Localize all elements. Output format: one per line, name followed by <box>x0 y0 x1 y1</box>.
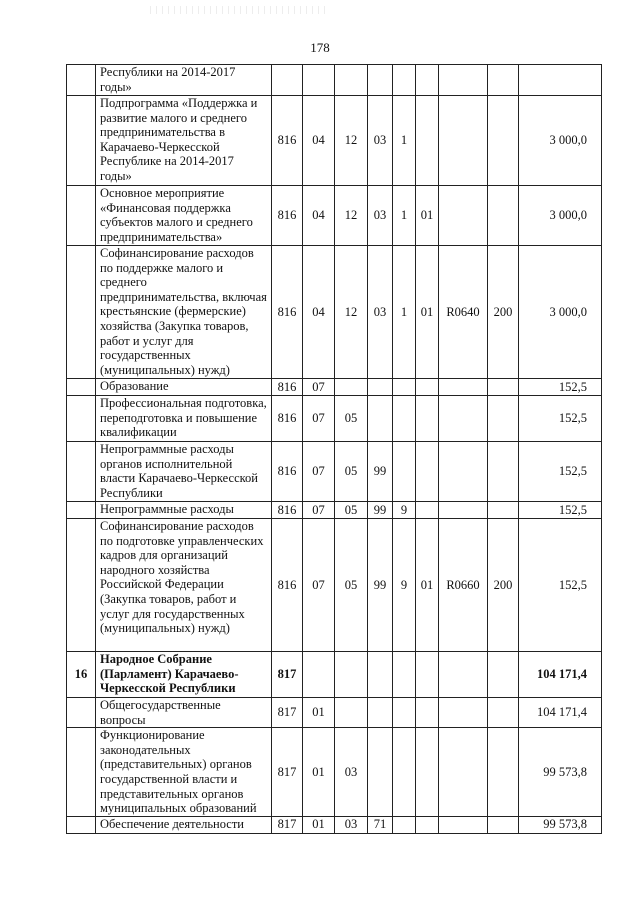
cell-section: 01 <box>303 698 335 728</box>
cell-section: 07 <box>303 379 335 396</box>
cell-expense-type <box>488 728 519 817</box>
cell-name: Народное Собрание (Парламент) Карачаево-Черкесской Республики <box>96 652 272 698</box>
cell-direction <box>439 698 488 728</box>
cell-subsection: 03 <box>335 816 368 833</box>
table-body <box>67 65 602 834</box>
cell-section: 07 <box>303 442 335 502</box>
cell-name: Софинансирование расходов по подготовке управленческих кадров для организаций народного хозяйства Российской Федерации (Закупка товаров, работ и услуг для государственных (муниципальных) нужд) <box>96 519 272 652</box>
cell-subprogram <box>393 65 416 96</box>
cell-amount: 104 171,4 <box>519 698 602 728</box>
cell-admin: 816 <box>272 246 303 379</box>
cell-expense-type <box>488 652 519 698</box>
cell-name: Общегосударственные вопросы <box>96 698 272 728</box>
cell-num <box>67 442 96 502</box>
cell-section: 04 <box>303 186 335 246</box>
table-row <box>67 186 602 246</box>
cell-name: Обеспечение деятельности <box>96 816 272 833</box>
cell-expense-type <box>488 186 519 246</box>
cell-num <box>67 379 96 396</box>
cell-section: 01 <box>303 816 335 833</box>
cell-program: 03 <box>368 246 393 379</box>
cell-subsection: 05 <box>335 519 368 652</box>
table-row <box>67 65 602 96</box>
table-row <box>67 396 602 442</box>
cell-num: 16 <box>67 652 96 698</box>
cell-event: 01 <box>416 246 439 379</box>
cell-direction <box>439 442 488 502</box>
cell-amount: 3 000,0 <box>519 96 602 186</box>
cell-expense-type: 200 <box>488 246 519 379</box>
cell-direction <box>439 379 488 396</box>
cell-subprogram <box>393 442 416 502</box>
cell-direction <box>439 96 488 186</box>
cell-num <box>67 396 96 442</box>
cell-subsection: 12 <box>335 96 368 186</box>
page-number: 178 <box>310 40 330 55</box>
cell-admin <box>272 65 303 96</box>
cell-num <box>67 65 96 96</box>
table-row <box>67 816 602 833</box>
cell-subsection: 12 <box>335 186 368 246</box>
cell-program <box>368 379 393 396</box>
cell-num <box>67 502 96 519</box>
cell-subprogram: 1 <box>393 96 416 186</box>
cell-direction <box>439 65 488 96</box>
cell-subprogram <box>393 816 416 833</box>
cell-name: Профессиональная подготовка, переподготовка и повышение квалификации <box>96 396 272 442</box>
scan-artifact <box>150 6 330 14</box>
cell-event <box>416 65 439 96</box>
cell-event <box>416 652 439 698</box>
cell-subsection <box>335 65 368 96</box>
cell-num <box>67 519 96 652</box>
cell-section: 01 <box>303 728 335 817</box>
cell-section: 07 <box>303 502 335 519</box>
cell-admin: 816 <box>272 379 303 396</box>
cell-name: Функционирование законодательных (представительных) органов государственной власти и представительных органов муниципальных образований <box>96 728 272 817</box>
cell-name: Непрограммные расходы органов исполнительной власти Карачаево-Черкесской Республики <box>96 442 272 502</box>
table-row <box>67 96 602 186</box>
cell-subsection: 05 <box>335 502 368 519</box>
cell-direction <box>439 652 488 698</box>
cell-subsection: 05 <box>335 442 368 502</box>
cell-expense-type <box>488 698 519 728</box>
cell-program <box>368 65 393 96</box>
cell-expense-type <box>488 442 519 502</box>
cell-program: 03 <box>368 96 393 186</box>
cell-program: 03 <box>368 186 393 246</box>
cell-admin: 817 <box>272 652 303 698</box>
cell-subsection <box>335 698 368 728</box>
cell-section: 04 <box>303 246 335 379</box>
cell-event <box>416 728 439 817</box>
cell-direction: R0660 <box>439 519 488 652</box>
cell-amount: 152,5 <box>519 396 602 442</box>
cell-num <box>67 698 96 728</box>
table-row <box>67 442 602 502</box>
cell-direction <box>439 728 488 817</box>
cell-subprogram <box>393 652 416 698</box>
cell-subprogram: 1 <box>393 186 416 246</box>
cell-subprogram <box>393 379 416 396</box>
table-row <box>67 698 602 728</box>
cell-program <box>368 698 393 728</box>
cell-program: 99 <box>368 519 393 652</box>
cell-subsection: 12 <box>335 246 368 379</box>
cell-direction <box>439 396 488 442</box>
cell-amount: 152,5 <box>519 502 602 519</box>
cell-program: 71 <box>368 816 393 833</box>
cell-admin: 816 <box>272 502 303 519</box>
cell-direction <box>439 502 488 519</box>
cell-subprogram: 9 <box>393 519 416 652</box>
cell-name: Образование <box>96 379 272 396</box>
cell-amount: 104 171,4 <box>519 652 602 698</box>
cell-subprogram <box>393 698 416 728</box>
cell-event <box>416 502 439 519</box>
cell-subsection <box>335 379 368 396</box>
cell-section <box>303 652 335 698</box>
cell-expense-type <box>488 65 519 96</box>
cell-admin: 816 <box>272 396 303 442</box>
cell-num <box>67 816 96 833</box>
cell-section: 07 <box>303 396 335 442</box>
cell-section <box>303 65 335 96</box>
cell-amount: 99 573,8 <box>519 728 602 817</box>
cell-name: Подпрограмма «Поддержка и развитие малого и среднего предпринимательства в Карачаево-Черкесской Республике на 2014-2017 годы» <box>96 96 272 186</box>
cell-direction: R0640 <box>439 246 488 379</box>
cell-amount <box>519 65 602 96</box>
cell-event: 01 <box>416 519 439 652</box>
cell-subsection <box>335 652 368 698</box>
cell-name: Основное мероприятие «Финансовая поддержка субъектов малого и среднего предпринимательства» <box>96 186 272 246</box>
cell-event <box>416 816 439 833</box>
cell-amount: 152,5 <box>519 442 602 502</box>
cell-expense-type <box>488 396 519 442</box>
cell-expense-type <box>488 379 519 396</box>
table-row <box>67 246 602 379</box>
cell-num <box>67 96 96 186</box>
cell-event <box>416 442 439 502</box>
cell-program <box>368 728 393 817</box>
cell-num <box>67 728 96 817</box>
table-row <box>67 502 602 519</box>
cell-admin: 816 <box>272 519 303 652</box>
cell-admin: 817 <box>272 816 303 833</box>
cell-name: Республики на 2014-2017 годы» <box>96 65 272 96</box>
cell-direction <box>439 816 488 833</box>
cell-event <box>416 396 439 442</box>
cell-event <box>416 379 439 396</box>
cell-event <box>416 96 439 186</box>
cell-event <box>416 698 439 728</box>
budget-table <box>66 64 602 834</box>
cell-program <box>368 396 393 442</box>
table-row <box>67 379 602 396</box>
cell-subprogram: 1 <box>393 246 416 379</box>
cell-admin: 816 <box>272 96 303 186</box>
cell-amount: 99 573,8 <box>519 816 602 833</box>
cell-amount: 3 000,0 <box>519 186 602 246</box>
cell-expense-type <box>488 502 519 519</box>
cell-name: Непрограммные расходы <box>96 502 272 519</box>
cell-event: 01 <box>416 186 439 246</box>
cell-section: 07 <box>303 519 335 652</box>
cell-admin: 817 <box>272 728 303 817</box>
cell-admin: 816 <box>272 186 303 246</box>
cell-expense-type: 200 <box>488 519 519 652</box>
cell-num <box>67 186 96 246</box>
cell-subprogram <box>393 728 416 817</box>
cell-amount: 3 000,0 <box>519 246 602 379</box>
cell-expense-type <box>488 816 519 833</box>
table-row <box>67 652 602 698</box>
cell-direction <box>439 186 488 246</box>
cell-subsection: 05 <box>335 396 368 442</box>
cell-amount: 152,5 <box>519 519 602 652</box>
table-row <box>67 728 602 817</box>
cell-name: Софинансирование расходов по поддержке малого и среднего предпринимательства, включая крестьянские (фермерские) хозяйства (Закупка товаров, работ и услуг для государственных (муниципальных) нужд) <box>96 246 272 379</box>
cell-num <box>67 246 96 379</box>
cell-admin: 816 <box>272 442 303 502</box>
cell-program: 99 <box>368 502 393 519</box>
cell-subsection: 03 <box>335 728 368 817</box>
cell-subprogram <box>393 396 416 442</box>
cell-program: 99 <box>368 442 393 502</box>
cell-program <box>368 652 393 698</box>
cell-expense-type <box>488 96 519 186</box>
table-row <box>67 519 602 652</box>
cell-amount: 152,5 <box>519 379 602 396</box>
cell-admin: 817 <box>272 698 303 728</box>
cell-subprogram: 9 <box>393 502 416 519</box>
cell-section: 04 <box>303 96 335 186</box>
